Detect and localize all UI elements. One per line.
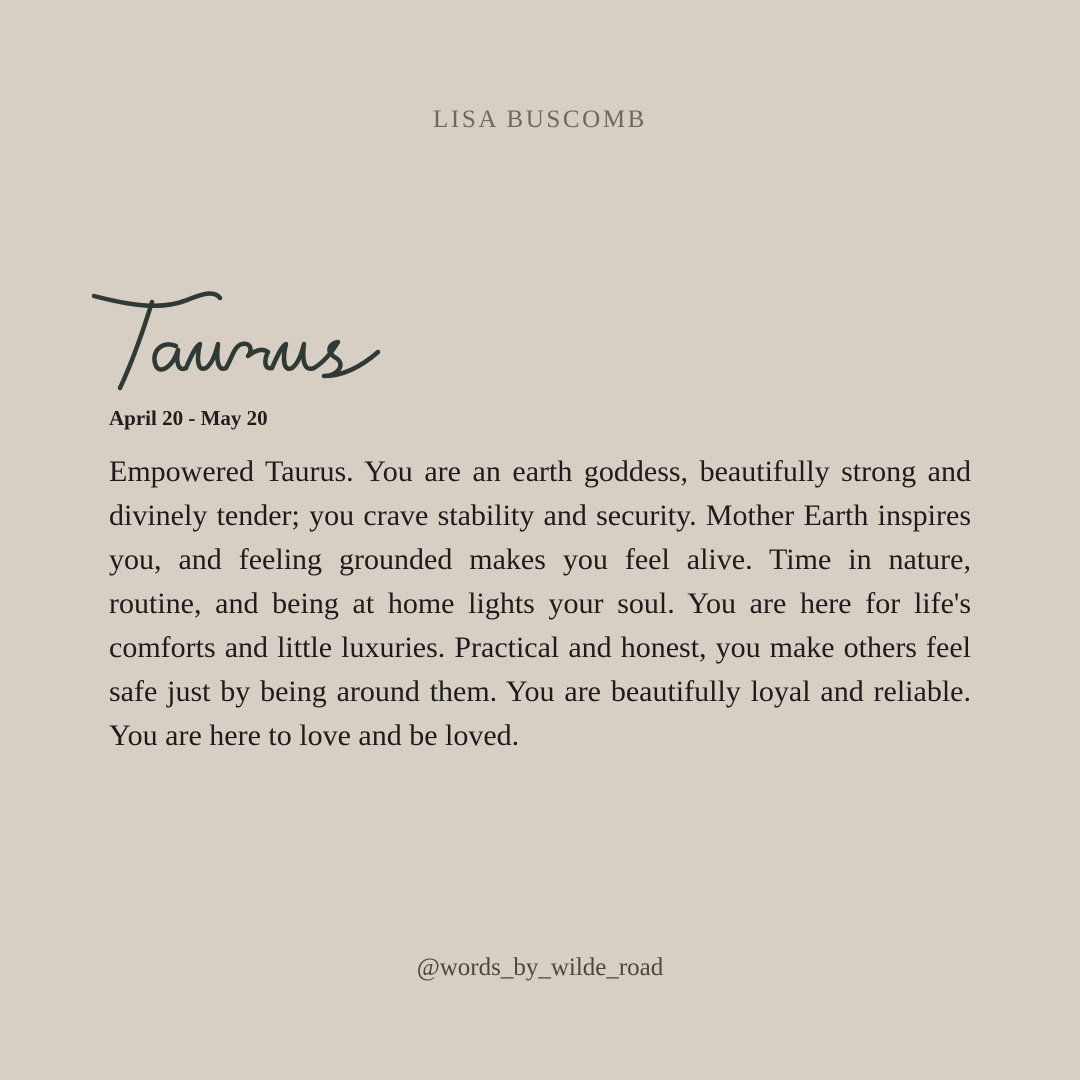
sign-description: Empowered Taurus. You are an earth goddess, beautifully strong and divinely tender; you crave stability and security. Mother Earth inspires you, and feeling grounded makes you feel alive. Time in nature, routine, and being at home lights your soul. You are here for life's comforts and little luxuries. Practical and honest, you make others feel safe just by being around them. You are beautifully loyal and reliable. You are here to love and be loved.	[109, 455, 971, 752]
taurus-script-lettering	[92, 280, 392, 400]
author-name: LISA BUSCOMB	[433, 106, 647, 133]
social-handle: @words_by_wilde_road	[416, 954, 664, 981]
sign-dates: April 20 - May 20	[109, 406, 268, 430]
sign-title-script	[92, 280, 392, 400]
